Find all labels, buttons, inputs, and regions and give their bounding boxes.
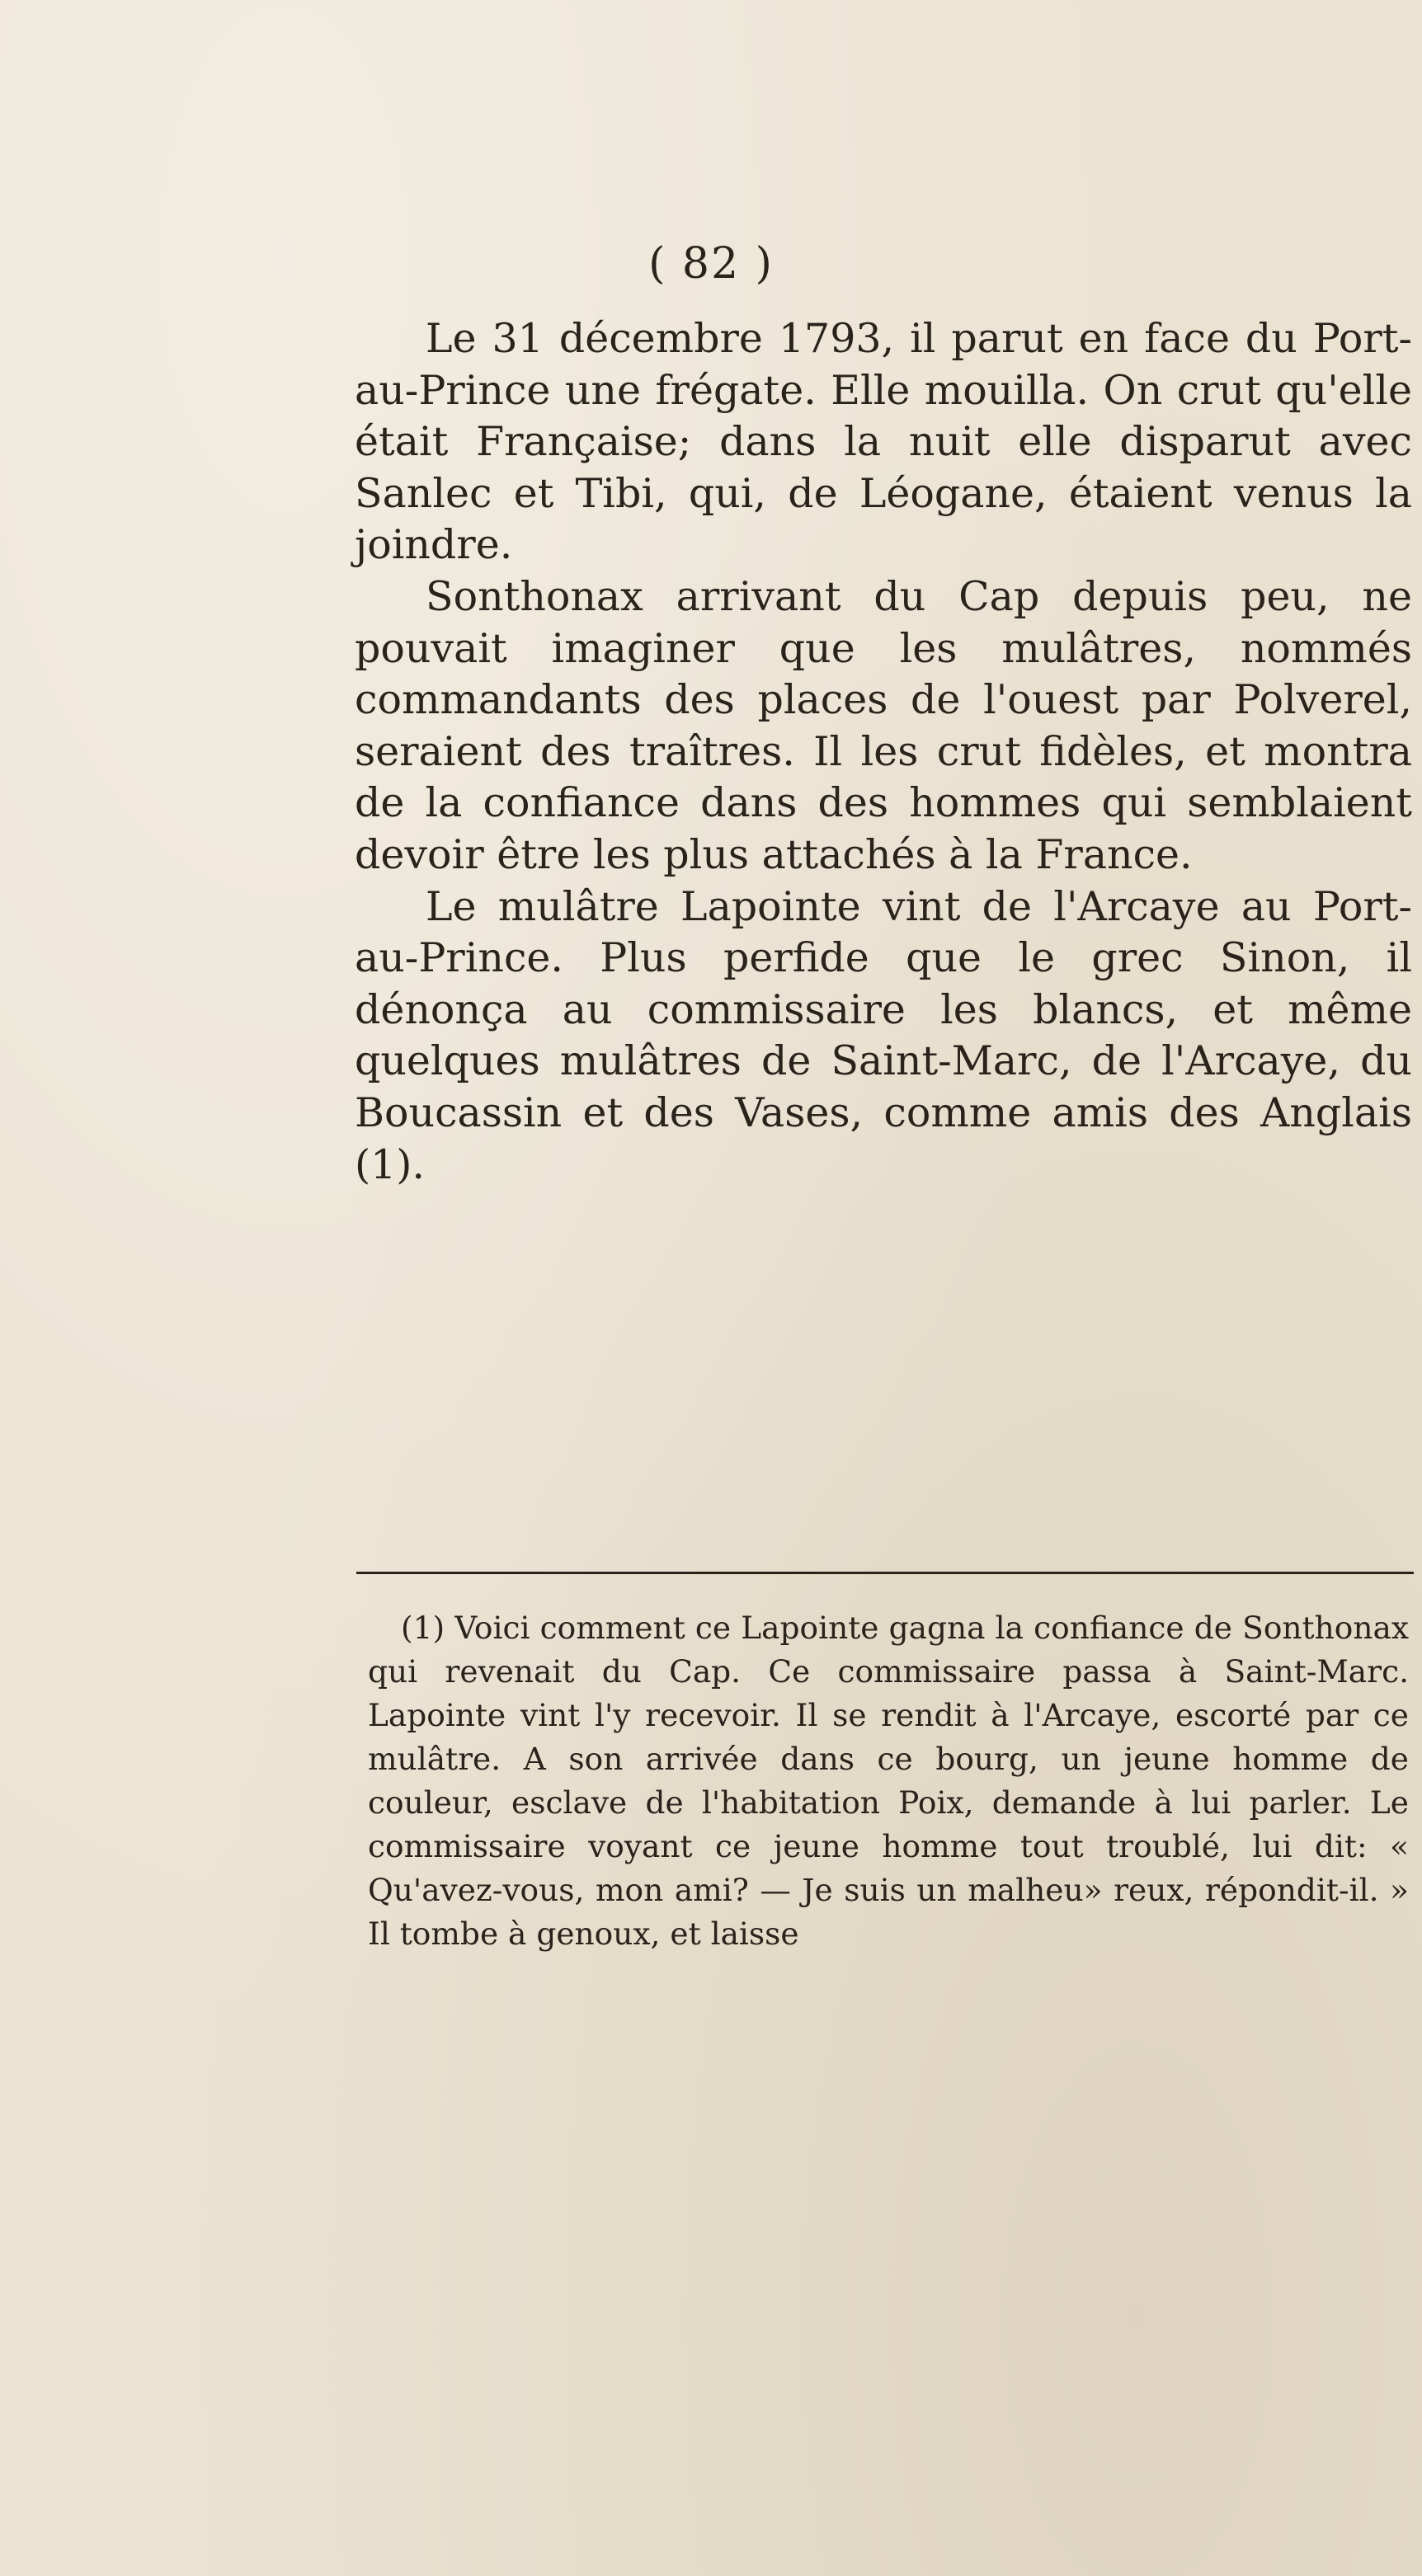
footnote: [368, 1606, 1409, 1956]
main-text: [355, 313, 1412, 1191]
footnote-text: (1) Voici comment ce Lapointe gagna la confiance de Sonthonax qui revenait du Cap. Ce commissaire passa à Saint-Marc. Lapointe vint l'y recevoir. Il se rendit à l'Arcaye, escorté par ce mulâtre. A son arrivée dans ce bourg, un jeune homme de couleur, esclave de l'habitation Poix, demande à lui parler. Le commissaire voyant ce jeune homme tout troublé, lui dit: « Qu'avez-vous, mon ami? — Je suis un malheu» reux, répondit-il. » Il tombe à genoux, et laisse: [368, 1610, 1409, 1952]
paragraph: Sonthonax arrivant du Cap depuis peu, ne pouvait imaginer que les mulâtres, nommés commandants des places de l'ouest par Polverel, seraient des traîtres. Il les crut fidèles, et montra de la confiance dans des hommes qui semblaient devoir être les plus attachés à la France.: [355, 572, 1412, 878]
page-number: ( 82 ): [648, 239, 774, 289]
paragraph: Le 31 décembre 1793, il parut en face du Port-au-Prince une frégate. Elle mouilla. On crut qu'elle était Française; dans la nuit elle disparut avec Sanlec et Tibi, qui, de Léogane, étaient venus la joindre.: [355, 315, 1412, 569]
paragraph: Le mulâtre Lapointe vint de l'Arcaye au Port-au-Prince. Plus perfide que le grec Sinon, il dénonça au commissaire les blancs, et même quelques mulâtres de Saint-Marc, de l'Arcaye, du Boucassin et des Vases, comme amis des Anglais (1).: [355, 882, 1412, 1188]
footnote-divider: [356, 1572, 1414, 1574]
